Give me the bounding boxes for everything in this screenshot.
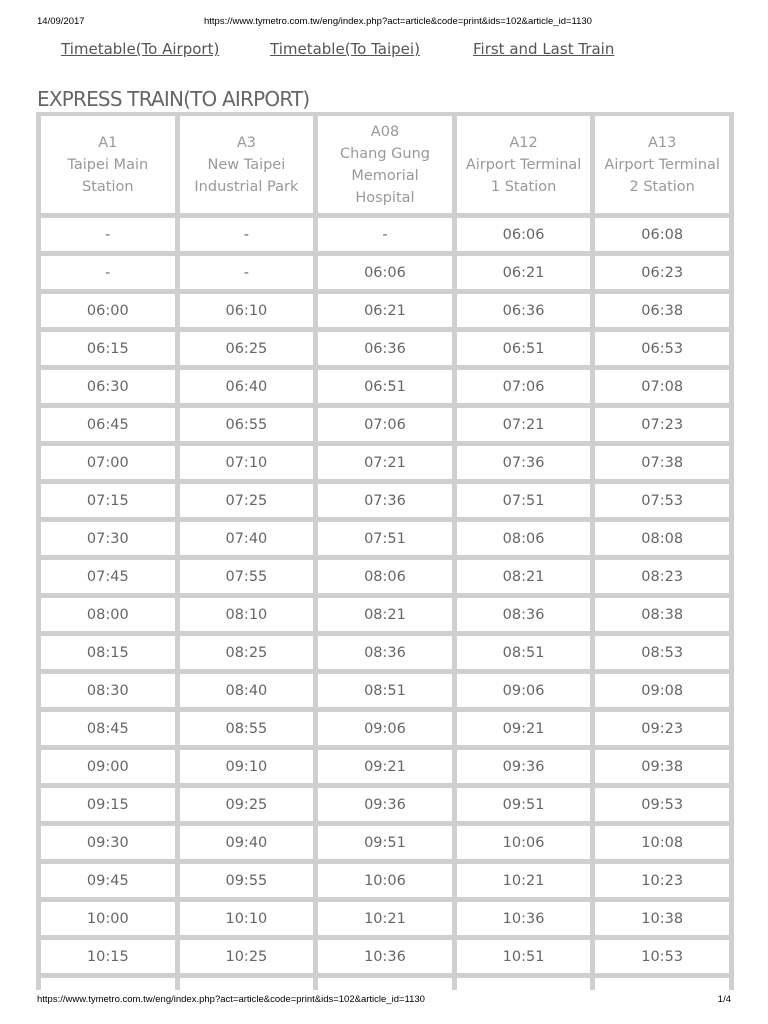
table-cell: 07:36 xyxy=(318,484,452,517)
table-cell: 09:51 xyxy=(457,788,591,821)
table-cell: 06:21 xyxy=(318,294,452,327)
column-header xyxy=(595,116,729,213)
column-header-line: Chang Gung xyxy=(339,145,430,162)
table-cell: 09:51 xyxy=(318,826,452,859)
table-cell: 08:36 xyxy=(318,636,452,669)
table-row xyxy=(41,560,729,593)
table-cell: 06:40 xyxy=(180,370,314,403)
column-header xyxy=(318,116,452,213)
table-row xyxy=(41,940,729,973)
table-cell: 07:06 xyxy=(457,370,591,403)
table-cell xyxy=(41,978,175,990)
table-row xyxy=(41,332,729,365)
table-cell: 08:10 xyxy=(180,598,314,631)
table-cell: 09:30 xyxy=(41,826,175,859)
table-row xyxy=(41,256,729,289)
table-cell: 08:51 xyxy=(457,636,591,669)
table-row xyxy=(41,636,729,669)
table-row xyxy=(41,712,729,745)
table-cell: 07:15 xyxy=(41,484,175,517)
table-cell: 09:23 xyxy=(595,712,729,745)
table-cell: 10:25 xyxy=(180,940,314,973)
table-cell: 06:23 xyxy=(595,256,729,289)
table-cell: 10:15 xyxy=(41,940,175,973)
table-cell: 06:51 xyxy=(318,370,452,403)
table-cell: 07:21 xyxy=(457,408,591,441)
table-row xyxy=(41,826,729,859)
table-cell: 09:06 xyxy=(318,712,452,745)
table-cell: 10:36 xyxy=(318,940,452,973)
table-cell: 09:45 xyxy=(41,864,175,897)
table-cell: 09:36 xyxy=(318,788,452,821)
print-date: 14/09/2017 xyxy=(37,16,85,27)
column-header-line: Station xyxy=(82,178,134,195)
table-cell: 10:36 xyxy=(457,902,591,935)
table-cell: 07:36 xyxy=(457,446,591,479)
table-cell: 06:06 xyxy=(457,218,591,251)
table-row xyxy=(41,750,729,783)
table-cell: 08:06 xyxy=(457,522,591,555)
table-cell: 06:15 xyxy=(41,332,175,365)
table-cell: 07:38 xyxy=(595,446,729,479)
column-header-line: A13 xyxy=(648,134,677,151)
table-cell: - xyxy=(41,256,175,289)
nav-link-to-taipei[interactable]: Timetable(To Taipei) xyxy=(270,40,420,58)
table-cell xyxy=(457,978,591,990)
table-cell: 09:25 xyxy=(180,788,314,821)
table-cell: 06:08 xyxy=(595,218,729,251)
table-cell: 06:10 xyxy=(180,294,314,327)
table-row xyxy=(41,788,729,821)
table-cell: 07:51 xyxy=(457,484,591,517)
table-cell: - xyxy=(318,218,452,251)
table-cell: 09:10 xyxy=(180,750,314,783)
table-cell: - xyxy=(180,256,314,289)
table-cell: 07:00 xyxy=(41,446,175,479)
table-cell: 09:15 xyxy=(41,788,175,821)
table-cell: - xyxy=(180,218,314,251)
table-cell: 10:06 xyxy=(457,826,591,859)
table-cell: 07:08 xyxy=(595,370,729,403)
table-row xyxy=(41,522,729,555)
column-header-line: Airport Terminal xyxy=(604,156,720,173)
print-url: https://www.tymetro.com.tw/eng/index.php?act=article&code=print&ids=102&article_id=1130 xyxy=(204,16,592,27)
table-cell: 06:30 xyxy=(41,370,175,403)
table-cell: 08:06 xyxy=(318,560,452,593)
table-cell: 08:21 xyxy=(457,560,591,593)
table-row xyxy=(41,674,729,707)
timetable xyxy=(36,112,734,990)
table-cell: 08:40 xyxy=(180,674,314,707)
table-cell: 07:30 xyxy=(41,522,175,555)
table-row xyxy=(41,218,729,251)
table-cell: 07:25 xyxy=(180,484,314,517)
table-cell: 10:23 xyxy=(595,864,729,897)
table-cell: 06:21 xyxy=(457,256,591,289)
table-cell: 10:38 xyxy=(595,902,729,935)
table-cell: 09:36 xyxy=(457,750,591,783)
table-row xyxy=(41,864,729,897)
column-header-line: A1 xyxy=(98,134,118,151)
table-cell: 09:21 xyxy=(318,750,452,783)
column-header-line: A08 xyxy=(370,123,400,140)
table-cell: 10:06 xyxy=(318,864,452,897)
nav-link-to-airport[interactable]: Timetable(To Airport) xyxy=(61,40,220,58)
table-cell: 06:25 xyxy=(180,332,314,365)
column-header xyxy=(180,116,314,213)
table-cell: 10:53 xyxy=(595,940,729,973)
page-number: 1/4 xyxy=(717,994,731,1005)
nav-link-first-last-train[interactable]: First and Last Train xyxy=(473,40,615,58)
table-cell: 08:25 xyxy=(180,636,314,669)
table-cell: 10:21 xyxy=(457,864,591,897)
table-cell: 09:00 xyxy=(41,750,175,783)
table-cell: 07:21 xyxy=(318,446,452,479)
column-header-line: 2 Station xyxy=(629,178,695,195)
timetable-nav xyxy=(0,40,768,62)
table-cell: 07:23 xyxy=(595,408,729,441)
table-row xyxy=(41,370,729,403)
table-cell: 09:21 xyxy=(457,712,591,745)
table-cell: 10:21 xyxy=(318,902,452,935)
table-header-row xyxy=(41,116,729,213)
table-cell: 06:45 xyxy=(41,408,175,441)
table-row xyxy=(41,408,729,441)
table-cell: 07:06 xyxy=(318,408,452,441)
table-cell: 09:06 xyxy=(457,674,591,707)
column-header-line: Memorial xyxy=(351,167,419,184)
table-cell: 06:38 xyxy=(595,294,729,327)
table-cell: 09:38 xyxy=(595,750,729,783)
table-cell xyxy=(318,978,452,990)
table-cell: 07:51 xyxy=(318,522,452,555)
column-header-line: Industrial Park xyxy=(194,178,299,195)
table-cell: 08:30 xyxy=(41,674,175,707)
table-cell: 08:23 xyxy=(595,560,729,593)
table-cell: 06:00 xyxy=(41,294,175,327)
column-header xyxy=(457,116,591,213)
footer-url: https://www.tymetro.com.tw/eng/index.php?act=article&code=print&ids=102&article_id=1130 xyxy=(37,994,425,1005)
table-body xyxy=(41,218,729,990)
column-header-line: A12 xyxy=(509,134,538,151)
table-cell: 06:51 xyxy=(457,332,591,365)
table-cell: 08:51 xyxy=(318,674,452,707)
table-cell: 06:55 xyxy=(180,408,314,441)
table-cell: 06:53 xyxy=(595,332,729,365)
table-row xyxy=(41,446,729,479)
column-header-line: New Taipei xyxy=(207,156,286,173)
table-row xyxy=(41,978,729,990)
table-row xyxy=(41,294,729,327)
column-header-line: Taipei Main xyxy=(67,156,149,173)
table-cell: 10:51 xyxy=(457,940,591,973)
column-header-line: Airport Terminal xyxy=(465,156,582,173)
table-cell: 07:10 xyxy=(180,446,314,479)
table-cell: 08:08 xyxy=(595,522,729,555)
table-row xyxy=(41,902,729,935)
table-cell: 10:08 xyxy=(595,826,729,859)
table-row xyxy=(41,484,729,517)
column-header-line: A3 xyxy=(236,134,256,151)
table-cell xyxy=(180,978,314,990)
print-footer xyxy=(0,994,768,1008)
table-cell: 06:06 xyxy=(318,256,452,289)
table-row xyxy=(41,598,729,631)
table-cell: - xyxy=(41,218,175,251)
table-cell: 09:55 xyxy=(180,864,314,897)
column-header-line: Hospital xyxy=(355,189,415,206)
table-cell: 06:36 xyxy=(318,332,452,365)
table-cell: 07:45 xyxy=(41,560,175,593)
table-cell: 08:15 xyxy=(41,636,175,669)
table-cell: 09:08 xyxy=(595,674,729,707)
table-cell: 10:10 xyxy=(180,902,314,935)
table-cell: 08:45 xyxy=(41,712,175,745)
table-cell: 09:53 xyxy=(595,788,729,821)
table-cell: 08:36 xyxy=(457,598,591,631)
column-header-line: 1 Station xyxy=(490,178,557,195)
page-title: EXPRESS TRAIN(TO AIRPORT) xyxy=(37,87,310,111)
print-header xyxy=(0,16,768,30)
table-cell: 07:53 xyxy=(595,484,729,517)
table-cell: 10:00 xyxy=(41,902,175,935)
table-cell xyxy=(595,978,729,990)
table-cell: 08:00 xyxy=(41,598,175,631)
table-cell: 08:55 xyxy=(180,712,314,745)
table-cell: 07:55 xyxy=(180,560,314,593)
table-cell: 07:40 xyxy=(180,522,314,555)
table-cell: 08:21 xyxy=(318,598,452,631)
table-cell: 09:40 xyxy=(180,826,314,859)
table-cell: 08:38 xyxy=(595,598,729,631)
table-cell: 06:36 xyxy=(457,294,591,327)
column-header xyxy=(41,116,175,213)
timetable-container xyxy=(36,112,734,990)
table-cell: 08:53 xyxy=(595,636,729,669)
